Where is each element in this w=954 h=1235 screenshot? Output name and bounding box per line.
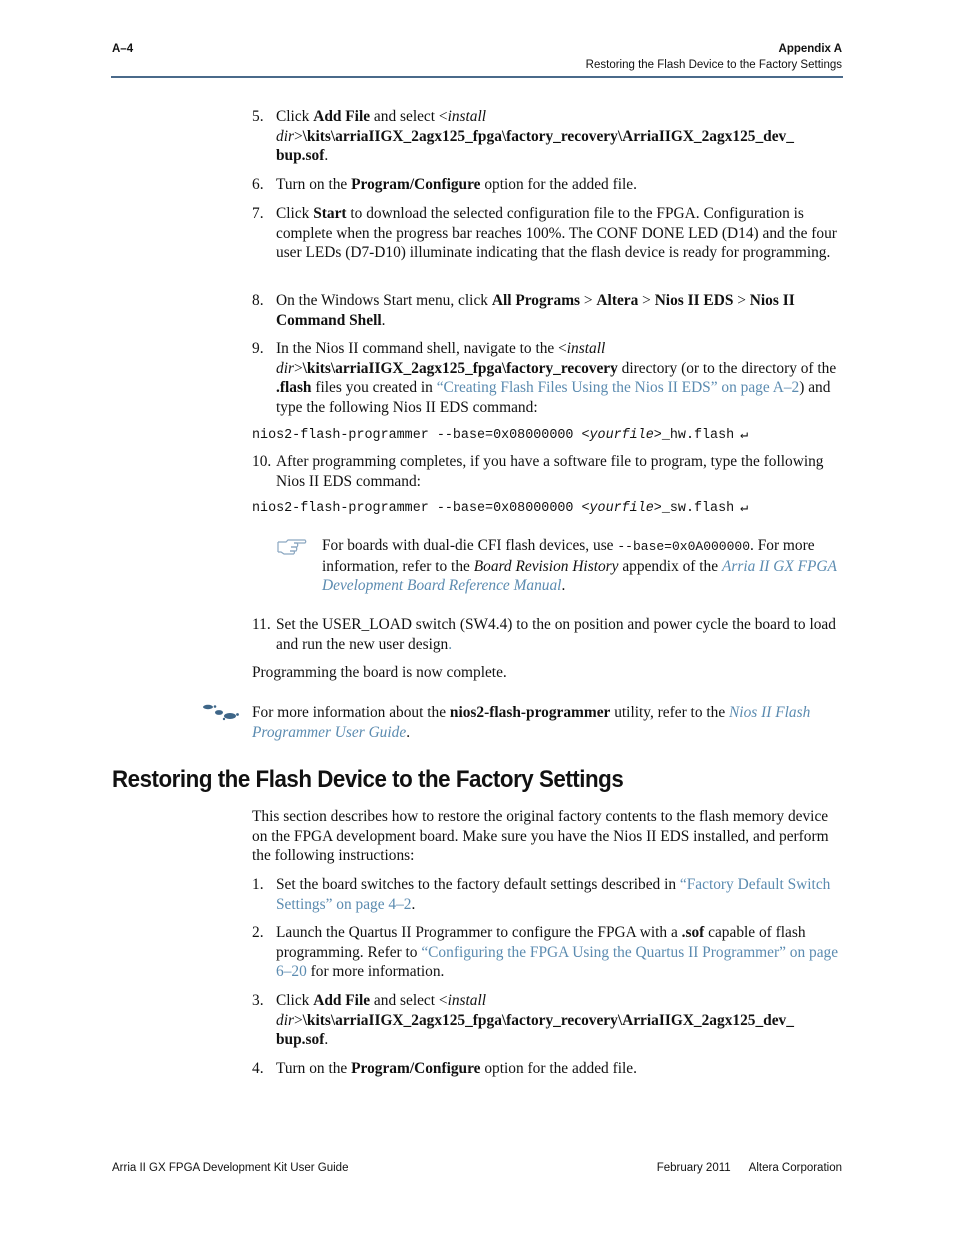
file-path: \kits\arriaIIGX_2agx125_fpga\factory_recovery\ArriaIIGX_2agx125_dev_ bup.sof	[276, 1011, 794, 1049]
variable: install dir	[276, 108, 487, 145]
note-text	[322, 536, 842, 596]
code-text: nios2-flash-programmer --base=0x08000000 <	[252, 428, 590, 443]
reference-text	[252, 703, 842, 742]
step-text	[276, 923, 842, 982]
cross-reference-link[interactable]: “Configuring the FPGA Using the Quartus II Programmer” on page 6–20	[276, 943, 839, 981]
ui-term: Start	[313, 205, 347, 222]
menu-term: All Programs	[491, 292, 581, 309]
text: .	[448, 635, 453, 653]
step-text	[276, 175, 842, 195]
page-number: A–4	[112, 43, 134, 55]
header-rule	[111, 76, 843, 78]
text: On the Windows Start menu, click	[276, 292, 492, 309]
menu-term: Nios II EDS	[654, 292, 734, 309]
text: >	[733, 292, 750, 309]
text: .	[411, 895, 416, 913]
text: ) and type the following Nios II EDS command:	[276, 379, 831, 416]
text: utility, refer to the	[610, 704, 730, 721]
step-number: 5.	[252, 108, 264, 125]
step-text	[276, 452, 842, 491]
code-variable: yourfile	[589, 428, 654, 443]
step-text	[276, 875, 842, 914]
header-section: Restoring the Flash Device to the Factory Settings	[585, 59, 842, 71]
step-text	[276, 615, 842, 654]
step-text	[276, 339, 842, 417]
text: In the Nios II command shell, navigate to the <	[276, 340, 567, 357]
text: and select <	[370, 992, 448, 1009]
file-path: \kits\arriaIIGX_2agx125_fpga\factory_recovery\ArriaIIGX_2agx125_dev_ bup.sof	[276, 127, 794, 165]
text: . For more information, refer to the	[322, 537, 815, 575]
doc-section-title: Board Revision History	[473, 557, 619, 575]
text: For more information about the	[252, 704, 450, 721]
text: to download the selected configuration file to the FPGA. Configuration is complete when the progress bar reaches 100%. The CONF DONE LED (D14) and the four user LEDs (D7-D10) illuminate indicating that the flash device is ready for programming.	[276, 205, 837, 262]
ui-term: Program/Configure	[351, 176, 481, 193]
step-number: 3.	[252, 992, 264, 1009]
text: Set the USER_LOAD switch (SW4.4) to the on position and power cycle the board to load and run the new user design	[276, 616, 836, 653]
text: appendix of the	[618, 557, 722, 575]
step-number: 8.	[252, 292, 264, 309]
step-number: 6.	[252, 176, 264, 193]
ui-term: Program/Configure	[351, 1060, 481, 1077]
code-text: --base=0x0A000000	[617, 539, 750, 554]
step-number: 1.	[252, 876, 264, 893]
file-path: \kits\arriaIIGX_2agx125_fpga\factory_recovery	[302, 359, 618, 377]
completion-text: Programming the board is now complete.	[252, 664, 507, 681]
text: option for the added file.	[480, 1060, 637, 1077]
file-ext: .sof	[681, 924, 705, 941]
code-text: nios2-flash-programmer --base=0x08000000 <	[252, 501, 590, 516]
return-icon: ↵	[740, 501, 749, 516]
menu-term: Altera	[596, 292, 639, 309]
cross-reference-link[interactable]: “Factory Default Switch Settings” on page 4–2	[276, 876, 831, 913]
step-number: 7.	[252, 205, 264, 222]
text: Set the board switches to the factory default settings described in	[276, 876, 680, 893]
text: Click	[276, 992, 314, 1009]
text: Launch the Quartus II Programmer to configure the FPGA with a	[276, 924, 682, 941]
footer-right	[657, 1162, 842, 1174]
code-text: >_hw.flash	[653, 428, 735, 443]
text: Turn on the	[276, 1060, 352, 1077]
utility-name: nios2-flash-programmer	[449, 704, 611, 721]
text: >	[293, 127, 303, 145]
text: directory (or to the directory of the	[617, 359, 837, 377]
text: Click	[276, 205, 314, 222]
step-number: 9.	[252, 340, 264, 357]
footer-doc-title: Arria II GX FPGA Development Kit User Guide	[112, 1162, 349, 1174]
reference-manual-link[interactable]: Arria II GX FPGA Development Board Reference Manual	[322, 557, 837, 595]
text: >	[293, 1011, 303, 1029]
cross-reference-link[interactable]: “Creating Flash Files Using the Nios II EDS” on page A–2	[436, 379, 800, 397]
step-number: 4.	[252, 1060, 264, 1077]
return-icon: ↵	[740, 428, 749, 443]
step-text	[276, 1059, 842, 1079]
text: .	[324, 1031, 329, 1049]
text: After programming completes, if you have a software file to program, type the following Nios II EDS command:	[276, 453, 824, 490]
user-guide-link[interactable]: Nios II Flash Programmer User Guide	[252, 704, 811, 741]
text: and select <	[370, 108, 448, 125]
menu-term: Nios II Command Shell	[276, 292, 795, 329]
footprints-icon	[200, 703, 240, 723]
text: files you created in	[311, 379, 437, 397]
step-number: 2.	[252, 924, 264, 941]
text: capable of flash programming. Refer to	[276, 924, 806, 961]
text: option for the added file.	[480, 176, 637, 193]
code-line-hw	[252, 427, 748, 445]
text: .	[406, 723, 411, 741]
text: >	[580, 292, 597, 309]
text: for more information.	[306, 963, 445, 981]
text: >	[638, 292, 655, 309]
pointing-hand-icon	[277, 535, 307, 555]
code-variable: yourfile	[589, 501, 654, 516]
step-number: 11.	[252, 616, 271, 633]
ui-term: Add File	[313, 992, 371, 1009]
header-appendix: Appendix A	[778, 43, 842, 55]
file-ext: .flash	[276, 379, 312, 397]
text: Turn on the	[276, 176, 352, 193]
variable: install dir	[276, 340, 606, 377]
text: For boards with dual-die CFI flash devices, use	[322, 537, 618, 554]
step-text	[276, 107, 842, 166]
step-text	[276, 291, 842, 330]
code-line-sw	[252, 500, 748, 518]
ui-term: Add File	[313, 108, 371, 125]
text: Click	[276, 108, 314, 125]
text: .	[381, 311, 386, 329]
section-intro: This section describes how to restore the original factory contents to the flash memory device on the FPGA development board. Make sure you have the Nios II EDS installed, and perform the following instructions:	[252, 808, 829, 865]
text: .	[324, 147, 329, 165]
step-number: 10.	[252, 453, 272, 470]
text: >	[293, 359, 303, 377]
step-text	[276, 991, 842, 1050]
step-text	[276, 204, 842, 263]
footer-date: February 2011	[656, 1162, 731, 1174]
text: .	[561, 577, 566, 595]
footer-company: Altera Corporation	[748, 1162, 842, 1174]
variable: install dir	[276, 992, 487, 1029]
code-text: >_sw.flash	[653, 501, 735, 516]
section-heading: Restoring the Flash Device to the Factory Settings	[112, 766, 624, 793]
